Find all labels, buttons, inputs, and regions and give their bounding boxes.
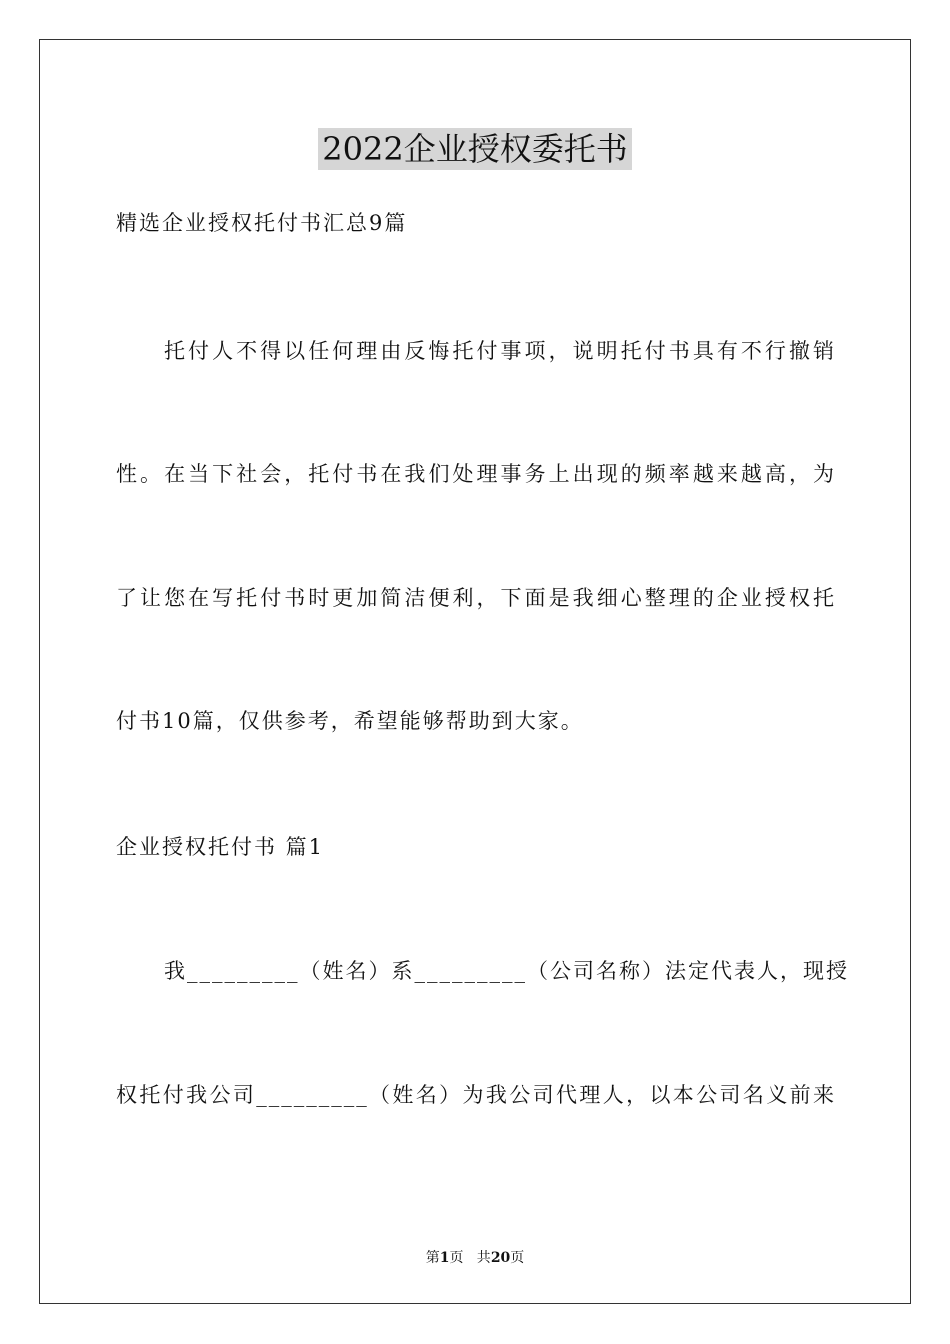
intro-line-2: 性。在当下社会，托付书在我们处理事务上出现的频率越来越高，为 — [116, 462, 836, 486]
document-subtitle: 精选企业授权托付书汇总9篇 — [116, 211, 408, 235]
body-line-1: 我_________（姓名）系_________（公司名称）法定代表人，现授 — [164, 959, 849, 983]
footer-mid: 页 共 — [449, 1250, 491, 1266]
page-footer — [0, 1248, 950, 1268]
title-container — [0, 128, 950, 170]
body-line-2: 权托付我公司_________（姓名）为我公司代理人，以本公司名义前来 — [116, 1083, 836, 1107]
intro-line-3: 了让您在写托付书时更加简洁便利，下面是我细心整理的企业授权托 — [116, 586, 836, 610]
section-heading: 企业授权托付书 篇1 — [116, 835, 325, 859]
intro-line-1: 托付人不得以任何理由反悔托付事项，说明托付书具有不行撤销 — [164, 339, 836, 363]
footer-total-pages: 20 — [490, 1250, 511, 1266]
footer-prefix: 第 — [425, 1250, 440, 1266]
footer-suffix: 页 — [510, 1250, 525, 1266]
footer-current-page: 1 — [439, 1250, 450, 1266]
document-title: 2022企业授权委托书 — [318, 128, 631, 170]
intro-line-4: 付书10篇，仅供参考，希望能够帮助到大家。 — [116, 709, 584, 733]
